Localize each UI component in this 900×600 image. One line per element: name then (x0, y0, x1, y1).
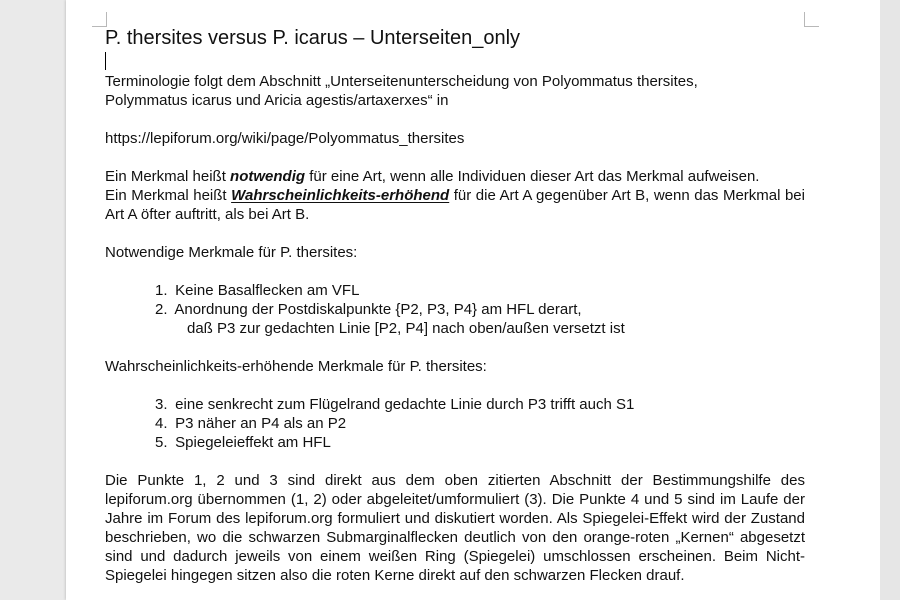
document-page[interactable] (66, 0, 880, 600)
window-edge (880, 0, 900, 600)
list-number: 5. (155, 434, 168, 451)
term-wahrscheinlichkeits-erhoehend: Wahrscheinlichkeits-erhöhend (231, 187, 450, 204)
list-item[interactable] (155, 300, 805, 319)
list-item[interactable] (155, 395, 805, 414)
definition-probable[interactable] (105, 186, 805, 224)
document-body[interactable] (105, 26, 805, 585)
list-number: 4. (155, 415, 168, 432)
list-item[interactable] (155, 281, 805, 300)
crop-mark-top-left (92, 12, 107, 27)
reference-url[interactable]: https://lepiforum.org/wiki/page/Polyommatus_thersites (105, 130, 465, 147)
definition-necessary-post: für eine Art, wenn alle Individuen dieser Art das Merkmal aufweisen. (305, 168, 760, 185)
list-text: P3 näher an P4 als an P2 (175, 415, 347, 432)
document-title[interactable]: P. thersites versus P. icarus – Unterseiten_only (105, 27, 521, 49)
term-notwendig: notwendig (230, 168, 306, 185)
list-item[interactable] (155, 433, 805, 452)
list-item-continuation[interactable]: daß P3 zur gedachten Linie [P2, P4] nach oben/außen versetzt ist (187, 320, 625, 337)
final-paragraph[interactable]: Die Punkte 1, 2 und 3 sind direkt aus dem oben zitierten Abschnitt der Bestimmungshilfe des lepiforum.org übernommen (1, 2) oder abgeleitet/umformuliert (3). Die Punkte 4 und 5 sind im Laufe der Jahre im Forum des lepiforum.org formuliert und diskutiert worden. Als Spiegelei-Effekt wird der Zustand beschrieben, wo die schwarzen Submarginalflecken deutlich von den orange-roten „Kernen“ abgesetzt sind und dadurch jeweils von einem weißen Ring (Spiegelei) umschlossen erscheinen. Beim Nicht-Spiegelei hingegen sitzen also die roten Kerne direkt auf den schwarzen Flecken drauf. (105, 472, 805, 584)
list-text: eine senkrecht zum Flügelrand gedachte Linie durch P3 trifft auch S1 (175, 396, 635, 413)
intro-line-1[interactable]: Terminologie folgt dem Abschnitt „Unterseitenunterscheidung von Polyommatus thersites, (105, 73, 698, 90)
intro-line-2[interactable]: Polymmatus icarus und Aricia agestis/artaxerxes“ in (105, 92, 449, 109)
necessary-heading[interactable]: Notwendige Merkmale für P. thersites: (105, 244, 358, 261)
definition-necessary[interactable] (105, 167, 805, 186)
list-number: 1. (155, 282, 168, 299)
text-cursor (105, 52, 106, 70)
necessary-list (105, 281, 805, 319)
list-number: 2. (155, 301, 168, 318)
list-text: Anordnung der Postdiskalpunkte {P2, P3, P4} am HFL derart, (174, 301, 582, 318)
list-item[interactable] (155, 414, 805, 433)
probable-heading[interactable]: Wahrscheinlichkeits-erhöhende Merkmale für P. thersites: (105, 358, 487, 375)
list-text: Keine Basalflecken am VFL (175, 282, 360, 299)
crop-mark-top-right (804, 12, 819, 27)
definition-probable-post: für die Art A gegenüber Art B, wenn das Merkmal bei Art A öfter auftritt, als bei Art B. (105, 187, 805, 223)
probable-list (105, 395, 805, 452)
list-text: Spiegeleieffekt am HFL (175, 434, 331, 451)
definition-probable-pre: Ein Merkmal heißt (105, 187, 232, 204)
list-number: 3. (155, 396, 168, 413)
definition-necessary-pre: Ein Merkmal heißt (105, 168, 231, 185)
